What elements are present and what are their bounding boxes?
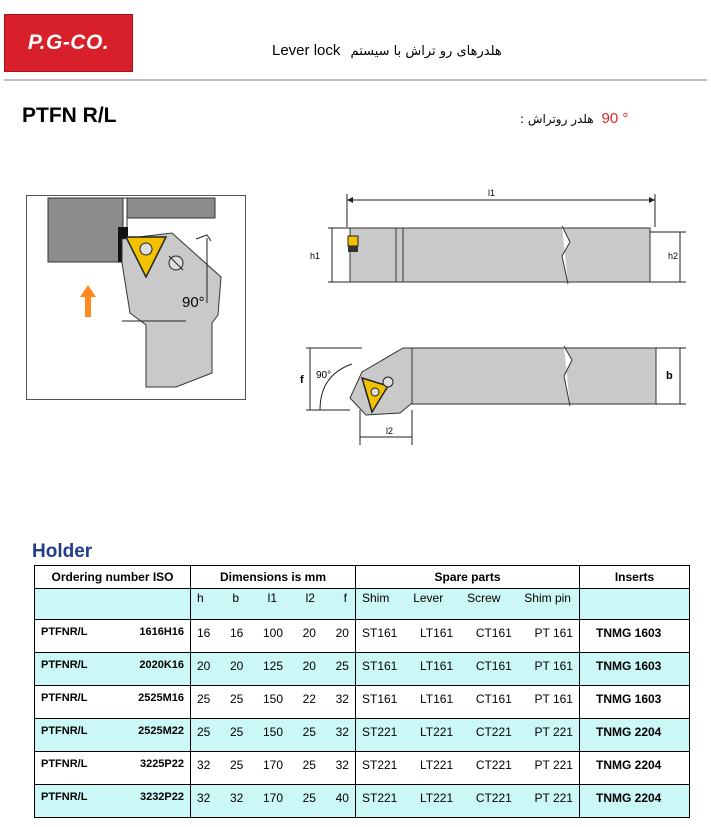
order-code: PTFNR/L	[41, 725, 88, 737]
spare-shim-pin: PT 161	[534, 659, 573, 673]
insert-code: TNMG 2204	[596, 725, 662, 739]
dim-l1: 170	[262, 791, 283, 805]
spare-shim-pin: PT 161	[534, 692, 573, 706]
dim-l1: 150	[262, 692, 283, 706]
spare-shim: ST161	[362, 626, 398, 640]
dim-sub-labels	[191, 589, 355, 605]
header-title-latin: Lever lock	[272, 42, 341, 59]
product-title: PTFN R/L	[22, 104, 117, 127]
dim-l1: 125	[262, 659, 283, 673]
dim-l2: 25	[302, 758, 316, 772]
col-header-spare-parts: Spare parts	[356, 566, 580, 589]
dim-label-h2: h2	[668, 251, 679, 261]
page-header-title	[272, 42, 502, 59]
spare-screw: CT221	[475, 725, 512, 739]
order-size: 3232P22	[139, 791, 184, 803]
spare-screw: CT161	[475, 659, 512, 673]
spare-lever: LT221	[420, 791, 454, 805]
spare-shim-pin: PT 161	[534, 626, 573, 640]
dim-label-l1: l1	[488, 188, 496, 198]
spare-lever: LT221	[420, 758, 454, 772]
spare-shim-pin: PT 221	[534, 725, 573, 739]
table-row	[35, 686, 690, 719]
dim-h: 16	[197, 626, 211, 640]
table-row	[35, 785, 690, 818]
table-row	[35, 719, 690, 752]
dim-l2: 20	[302, 659, 316, 673]
table-row	[35, 620, 690, 653]
insert-code: TNMG 1603	[596, 626, 662, 640]
logo-text: P.G-CO.	[27, 31, 110, 54]
spare-col-shim-pin: Shim pin	[524, 591, 571, 605]
dim-b: 25	[229, 692, 244, 706]
dim-label-h1: h1	[310, 251, 321, 261]
dim-h: 32	[197, 758, 211, 772]
dim-h: 25	[197, 692, 211, 706]
order-code: PTFNR/L	[41, 692, 88, 704]
order-size: 2020K16	[139, 659, 184, 671]
order-code: PTFNR/L	[41, 791, 88, 803]
spare-lever: LT161	[420, 692, 454, 706]
dim-l2: 25	[302, 725, 316, 739]
dim-l1: 150	[262, 725, 283, 739]
spare-shim: ST221	[362, 791, 398, 805]
angle-mark-small: 90°	[316, 370, 332, 381]
dim-l2: 25	[302, 791, 316, 805]
spare-shim: ST221	[362, 725, 398, 739]
dim-f: 20	[335, 626, 349, 640]
angle-mark-large: 90°	[182, 294, 205, 311]
insert-code: TNMG 2204	[596, 758, 662, 772]
spare-shim-pin: PT 221	[534, 758, 573, 772]
order-code: PTFNR/L	[41, 758, 88, 770]
dim-h: 32	[197, 791, 211, 805]
table-row	[35, 653, 690, 686]
dim-l1: 170	[262, 758, 283, 772]
spare-col-screw: Screw	[467, 591, 501, 605]
company-logo	[4, 14, 133, 72]
dim-f: 32	[335, 725, 349, 739]
side-view-diagram	[300, 182, 700, 292]
dim-l2: 22	[302, 692, 316, 706]
insert-code: TNMG 1603	[596, 659, 662, 673]
dim-f: 32	[335, 758, 349, 772]
spare-col-lever: Lever	[413, 591, 444, 605]
order-code: PTFNR/L	[41, 626, 88, 638]
spare-lever: LT161	[420, 659, 454, 673]
header-title-farsi: هلدرهای رو تراش با سیستم	[350, 44, 502, 59]
col-header-ordering: Ordering number ISO	[35, 566, 191, 589]
angle-label-farsi: هلدر روتراش :	[520, 112, 594, 126]
order-code: PTFNR/L	[41, 659, 88, 671]
dim-col-l2: l2	[305, 591, 315, 605]
spare-lever: LT221	[420, 725, 454, 739]
top-view-diagram	[300, 340, 700, 450]
cutting-detail-diagram	[26, 195, 246, 400]
spare-col-shim: Shim	[362, 591, 390, 605]
spare-screw: CT221	[475, 758, 512, 772]
order-size: 1616H16	[139, 626, 184, 638]
dim-f: 25	[335, 659, 349, 673]
dim-b: 16	[229, 626, 244, 640]
spare-shim-pin: PT 221	[534, 791, 573, 805]
dim-l1: 100	[262, 626, 283, 640]
dim-label-l2: l2	[386, 426, 394, 436]
dim-f: 40	[335, 791, 349, 805]
spare-screw: CT221	[475, 791, 512, 805]
dim-label-f: f	[300, 374, 304, 386]
dim-h: 20	[197, 659, 211, 673]
spare-shim: ST161	[362, 692, 398, 706]
dim-col-h: h	[197, 591, 204, 605]
dim-b: 25	[229, 758, 244, 772]
dim-col-l1: l1	[267, 591, 277, 605]
dim-b: 20	[229, 659, 244, 673]
header-divider	[4, 79, 707, 81]
col-header-inserts: Inserts	[580, 566, 690, 589]
dim-label-b: b	[666, 370, 673, 382]
dim-col-b: b	[232, 591, 240, 605]
angle-label	[520, 110, 628, 127]
table-row	[35, 752, 690, 785]
spare-shim: ST161	[362, 659, 398, 673]
holder-spec-table	[34, 565, 690, 818]
spare-shim: ST221	[362, 758, 398, 772]
spare-sub-labels	[356, 589, 579, 605]
sub-header-row	[35, 589, 690, 620]
order-size: 2525M16	[138, 692, 184, 704]
dim-col-f: f	[343, 591, 347, 605]
spare-screw: CT161	[475, 626, 512, 640]
dim-b: 32	[229, 791, 244, 805]
spare-lever: LT161	[420, 626, 454, 640]
dim-l2: 20	[302, 626, 316, 640]
angle-label-value: 90 °	[601, 110, 629, 127]
dim-b: 25	[229, 725, 244, 739]
order-size: 3225P22	[139, 758, 184, 770]
col-header-dimensions: Dimensions is mm	[191, 566, 356, 589]
insert-code: TNMG 1603	[596, 692, 662, 706]
insert-code: TNMG 2204	[596, 791, 662, 805]
dim-f: 32	[335, 692, 349, 706]
spare-screw: CT161	[475, 692, 512, 706]
order-size: 2525M22	[138, 725, 184, 737]
dim-h: 25	[197, 725, 211, 739]
holder-section-heading: Holder	[32, 541, 93, 562]
